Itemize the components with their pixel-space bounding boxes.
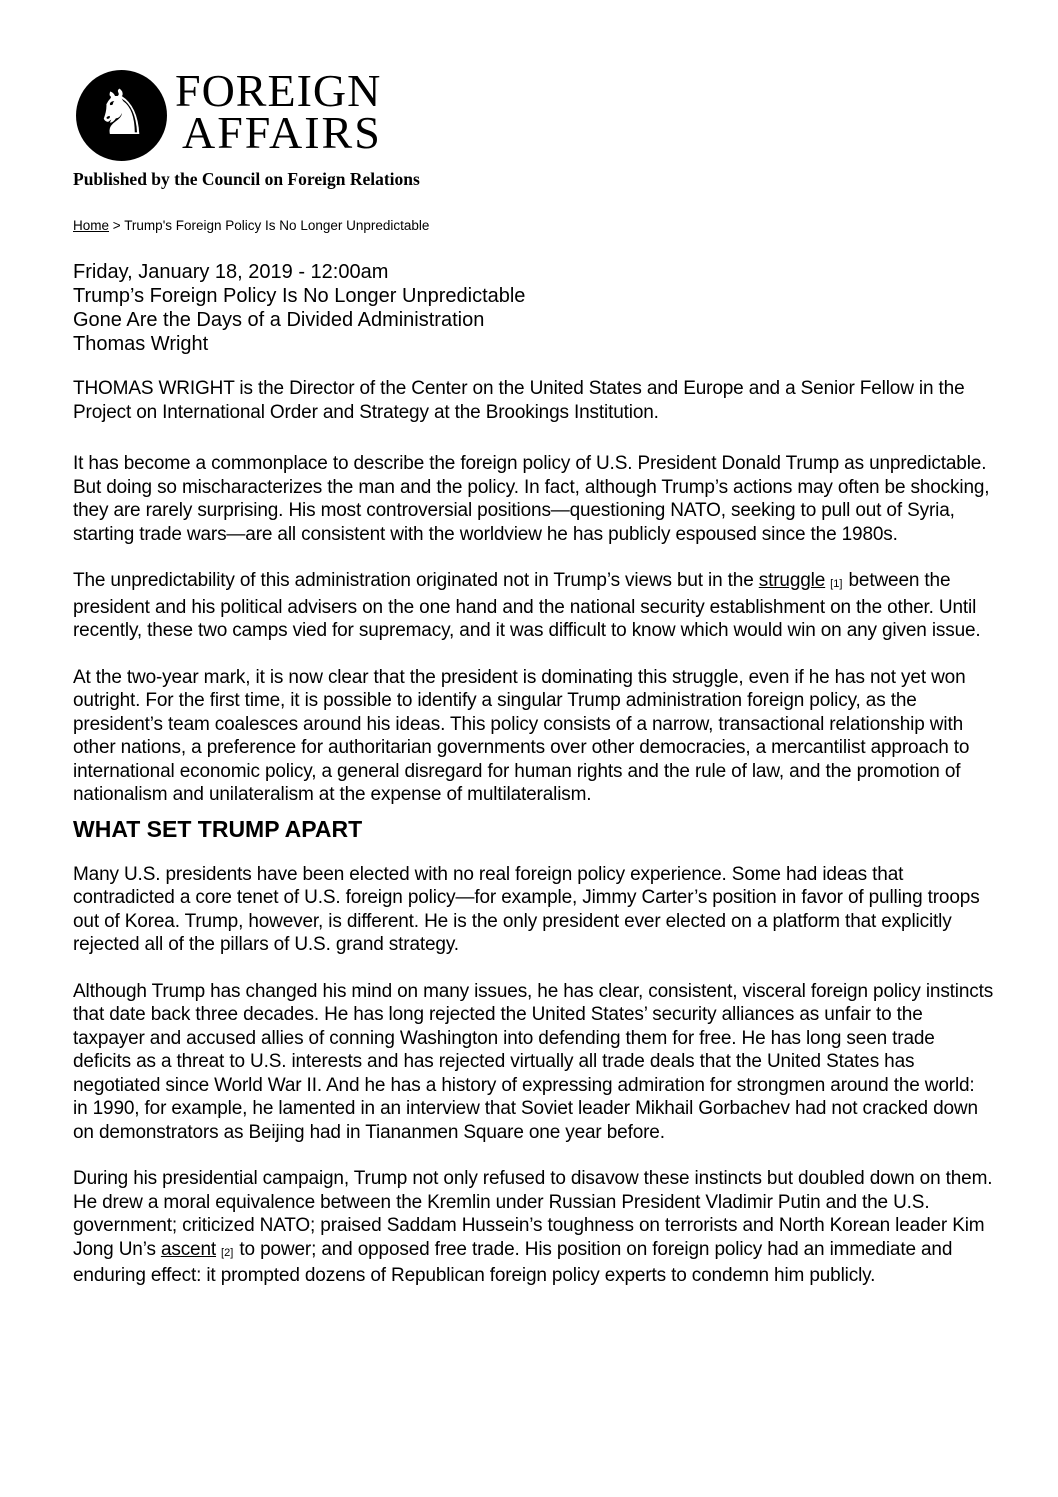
section-heading: WHAT SET TRUMP APART [73, 815, 363, 842]
article-title: Trump’s Foreign Policy Is No Longer Unpredictable [73, 285, 526, 307]
masthead [73, 65, 998, 189]
horse-and-rider-icon: ♞ [93, 75, 150, 149]
logo-emblem-circle [76, 70, 167, 161]
ascent-link[interactable]: ascent [160, 1238, 217, 1260]
article-meta [73, 260, 998, 356]
footnote-marker-1: [1] [830, 578, 843, 590]
struggle-link[interactable]: struggle [758, 570, 826, 591]
paragraph-1: It has become a commonplace to describe the foreign policy of U.S. President Donald Trump as unpredictable. But doing so mischaracterizes the man and the policy. In fact, although Trump’s actions may often be shocking, they are rarely surprising. His most controversial positions—questioning NATO, seeking to pull out of Syria, starting trade wars—are all consistent with the worldview he has publicly espoused since the 1980s. [73, 453, 990, 545]
breadcrumb-separator: > [112, 218, 121, 233]
article-body [73, 377, 994, 1288]
paragraph-4: Many U.S. presidents have been elected with no real foreign policy experience. Some had ideas that contradicted a core tenet of U.S. foreign policy—for example, Jimmy Carter’s position in favor of pulling troops out of Korea. Trump, however, is different. He is the only president ever elected on a platform that explicitly rejected all of the pillars of U.S. grand strategy. [73, 863, 980, 955]
brand-wordmark [175, 65, 382, 158]
footnote-marker-2: [2] [221, 1246, 234, 1259]
paragraph-2 [73, 569, 994, 643]
article-subtitle: Gone Are the Days of a Divided Administration [73, 309, 485, 331]
paragraph-2-text: The unpredictability of this administration originated not in Trump’s views but in the [73, 570, 759, 591]
paragraph-2-text-cont: between the president and his political advisers on the one hand and the national security establishment on the other. Until recently, these two camps vied for supremacy, and it was difficult to know which would win on any given issue. [73, 570, 981, 641]
foreign-affairs-logo [73, 65, 998, 165]
breadcrumb-current-page: Trump's Foreign Policy Is No Longer Unpredictable [124, 218, 430, 233]
wordmark-line-1: FOREIGN [175, 65, 382, 116]
breadcrumb-home-link[interactable]: Home [73, 218, 110, 233]
paragraph-3: At the two-year mark, it is now clear that the president is dominating this struggle, even if he has not yet won outright. For the first time, it is possible to identify a singular Trump administration foreign policy, as the president’s team coalesces around his ideas. This policy consists of a narrow, transactional relationship with other nations, a preference for authoritarian governments over other democracies, a mercantilist approach to international economic policy, a general disregard for human rights and the rule of law, and the promotion of nationalism and unilateralism at the expense of multilateralism. [73, 666, 970, 805]
paragraph-6-text-cont: to power; and opposed free trade. His position on foreign policy had an immediate and enduring effect: it prompted dozens of Republican foreign policy experts to condemn him publicly. [73, 1238, 953, 1286]
paragraph-5: Although Trump has changed his mind on many issues, he has clear, consistent, visceral foreign policy instincts that date back three decades. He has long rejected the United States’ security alliances as unfair to the taxpayer and accused allies of conning Washington into defending them for free. He has long seen trade deficits as a threat to U.S. interests and has rejected virtually all trade deals that the United States has negotiated since World War II. And he has a history of expressing admiration for strongmen around the world: in 1990, for example, he lamented in an interview that Soviet leader Mikhail Gorbachev had not cracked down on demonstrators as Beijing had in Tiananmen Square one year before. [73, 980, 994, 1143]
publisher-tagline: Published by the Council on Foreign Relations [73, 169, 420, 189]
breadcrumb [73, 218, 998, 234]
paragraph-6 [73, 1167, 994, 1288]
paragraph-6-text: During his presidential campaign, Trump not only refused to disavow these instincts but doubled down on them. He drew a moral equivalence between the Kremlin under Russian President Vladimir Putin and the U.S. government; criticized NATO; praised Saddam Hussein’s toughness on terrorists and North Korean leader Kim Jong Un’s [73, 1168, 993, 1260]
article-author: Thomas Wright [73, 333, 209, 355]
article-date: Friday, January 18, 2019 - 12:00am [73, 261, 389, 283]
wordmark-line-2: AFFAIRS [182, 107, 382, 158]
author-bio: THOMAS WRIGHT is the Director of the Center on the United States and Europe and a Senior Fellow in the Project on International Order and Strategy at the Brookings Institution. [73, 378, 965, 423]
